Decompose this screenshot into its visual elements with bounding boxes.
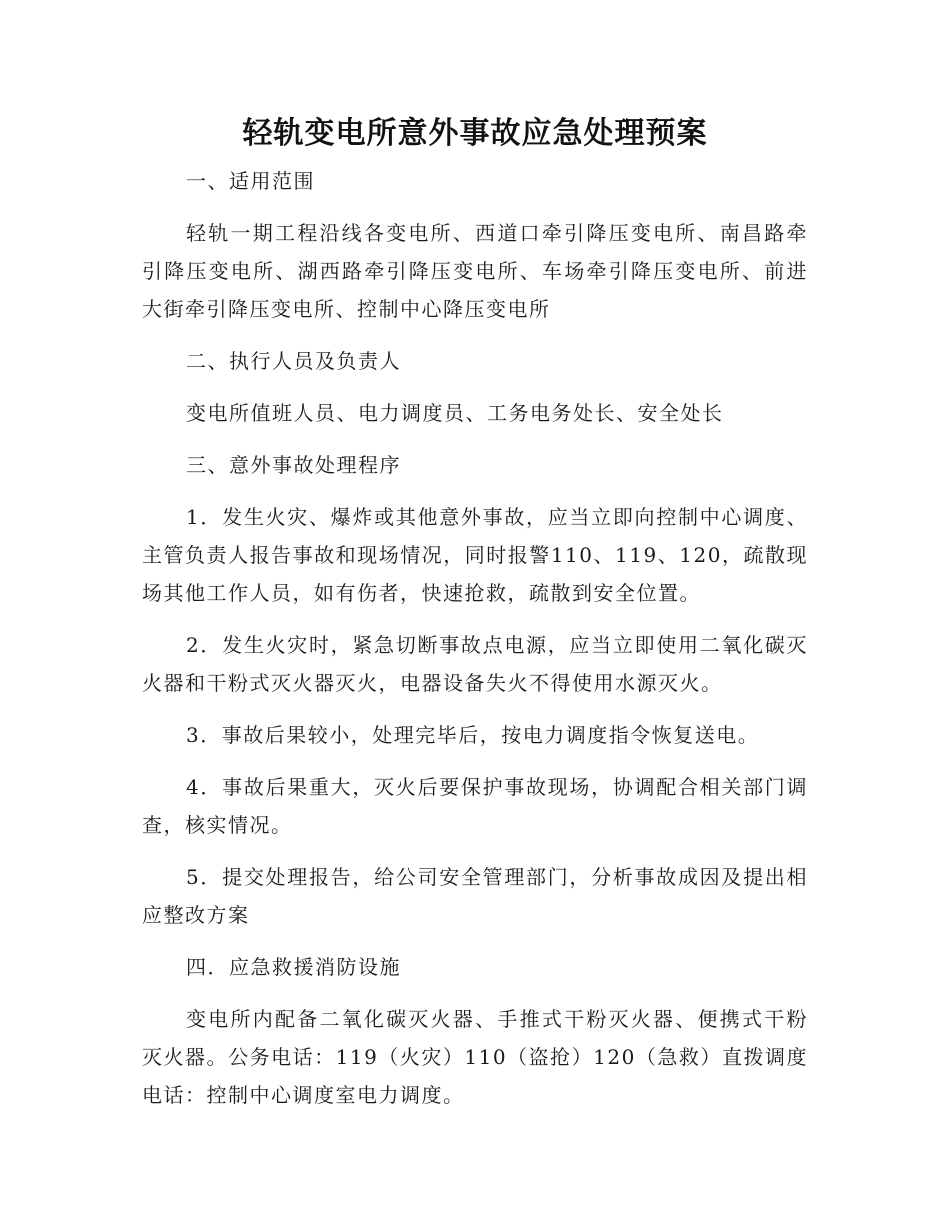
procedure-item-5: 5．提交处理报告，给公司安全管理部门，分析事故成因及提出相应整改方案 [142, 865, 808, 927]
document-title: 轻轨变电所意外事故应急处理预案 [242, 116, 708, 151]
section-heading-scope: 一、适用范围 [186, 169, 315, 193]
section-body-scope: 轻轨一期工程沿线各变电所、西道口牵引降压变电所、南昌路牵引降压变电所、湖西路牵引降压变电所、车场牵引降压变电所、前进大街牵引降压变电所、控制中心降压变电所 [142, 221, 808, 321]
section-heading-facilities: 四．应急救援消防设施 [186, 955, 401, 979]
document-page [142, 106, 808, 1114]
procedure-item-4: 4．事故后果重大，灭火后要保护事故现场，协调配合相关部门调查，核实情况。 [142, 775, 808, 837]
section-heading-procedure: 三、意外事故处理程序 [186, 453, 401, 477]
procedure-item-3: 3．事故后果较小，处理完毕后，按电力调度指令恢复送电。 [186, 723, 760, 747]
section-body-personnel: 变电所值班人员、电力调度员、工务电务处长、安全处长 [186, 401, 724, 425]
section-heading-personnel: 二、执行人员及负责人 [186, 349, 401, 373]
procedure-item-2: 2．发生火灾时，紧急切断事故点电源，应当立即使用二氧化碳灭火器和干粉式灭火器灭火，电器设备失火不得使用水源灭火。 [142, 633, 808, 695]
procedure-item-1: 1．发生火灾、爆炸或其他意外事故，应当立即向控制中心调度、主管负责人报告事故和现场情况，同时报警110、119、120，疏散现场其他工作人员，如有伤者，快速抢救，疏散到安全位置。 [142, 505, 808, 605]
section-body-facilities: 变电所内配备二氧化碳灭火器、手推式干粉灭火器、便携式干粉灭火器。公务电话：119（火灾）110（盗抢）120（急救）直拨调度电话：控制中心调度室电力调度。 [142, 1007, 808, 1107]
